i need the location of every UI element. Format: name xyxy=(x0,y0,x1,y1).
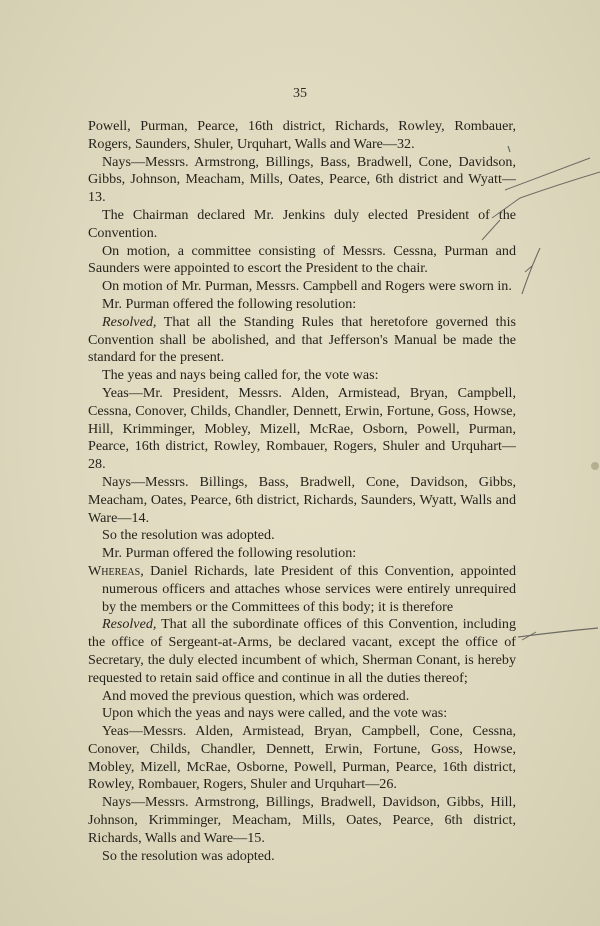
paragraph-8: The yeas and nays being called for, the vote was: xyxy=(102,367,379,384)
resolved-lead: Resolved, xyxy=(102,616,157,633)
paragraph-2: Nays—Messrs. Armstrong, Billings, Bass, Bradwell, Cone, Davidson, Gibbs, Johnson, Meacham, Mills, Oates, Pearce, 6th district and Wyatt—13. xyxy=(88,153,516,206)
whereas-lead: Whereas, xyxy=(88,562,144,579)
paragraph-14: Resolved, That all the subordinate offices of this Convention, including the office of Sergeant-at-Arms, be declared vacant, except the office of Secretary, the duly elected incumbent of which, Sherman Conant, is hereby requested to retain said office and continue in all the duties thereof; xyxy=(88,616,516,686)
document-body xyxy=(88,118,516,865)
paragraph-10: Nays—Messrs. Billings, Bass, Bradwell, Cone, Davidson, Gibbs, Meacham, Oates, Pearce, 6th district, Richards, Saunders, Wyatt, Walls and Ware—14. xyxy=(88,473,516,526)
paragraph-16: Upon which the yeas and nays were called, and the vote was: xyxy=(102,705,448,722)
pencil-mark-2 xyxy=(505,158,590,190)
paragraph-3: The Chairman declared Mr. Jenkins duly elected President of the Convention. xyxy=(88,206,516,241)
paragraph-5: On motion of Mr. Purman, Messrs. Campbell and Rogers were sworn in. xyxy=(102,278,512,295)
paragraph-11: So the resolution was adopted. xyxy=(102,527,275,544)
paragraph-13: Whereas, Daniel Richards, late President of this Convention, appointed numerous officers and attaches whose services were entirely unrequired by the members or the Committees of this body; it is therefore xyxy=(88,562,516,615)
paragraph-1: Powell, Purman, Pearce, 16th district, Richards, Rowley, Rombauer, Rogers, Saunders, Shuler, Urquhart, Walls and Ware—32. xyxy=(88,118,516,152)
page-number: 35 xyxy=(293,86,307,101)
paragraph-17: Yeas—Messrs. Alden, Armistead, Bryan, Campbell, Cone, Cessna, Conover, Childs, Chandler, Dennett, Erwin, Fortune, Goss, Howse, Mobley, Mizell, McRae, Osborne, Powell, Purman, Pearce, 16th district, Rowley, Rombauer, Rogers, Shuler and Urquhart—26. xyxy=(88,723,516,793)
resolved-lead: Resolved, xyxy=(102,313,157,330)
pencil-mark-5 xyxy=(522,248,540,294)
paragraph-4: On motion, a committee consisting of Messrs. Cessna, Purman and Saunders were appointed to escort the President to the chair. xyxy=(88,242,516,277)
paragraph-18: Nays—Messrs. Armstrong, Billings, Bradwell, Davidson, Gibbs, Hill, Johnson, Krimminger, Meacham, Mills, Oates, Pearce, 6th district, Richards, Walls and Ware—15. xyxy=(88,794,516,846)
stain-spot xyxy=(591,462,599,470)
pencil-mark-8 xyxy=(522,632,536,640)
paragraph-19: So the resolution was adopted. xyxy=(102,847,275,864)
pencil-mark-7 xyxy=(518,628,598,637)
paragraph-15: And moved the previous question, which was ordered. xyxy=(102,687,410,704)
pencil-mark-6 xyxy=(525,266,532,272)
paragraph-7: Resolved, That all the Standing Rules that heretofore governed this Convention shall be abolished, and that Jefferson's Manual be made the standard for the present. xyxy=(88,313,516,366)
paragraph-12: Mr. Purman offered the following resolution: xyxy=(102,545,357,562)
paragraph-9: Yeas—Mr. President, Messrs. Alden, Armistead, Bryan, Campbell, Cessna, Conover, Childs, Chandler, Dennett, Erwin, Fortune, Goss, Howse, Hill, Krimminger, Mobley, Mizell, McRae, Osborn, Powell, Purman, Pearce, 16th district, Rowley, Rombauer, Rogers, Shuler and Urquhart—28. xyxy=(88,384,516,473)
paragraph-6: Mr. Purman offered the following resolution: xyxy=(102,295,357,312)
